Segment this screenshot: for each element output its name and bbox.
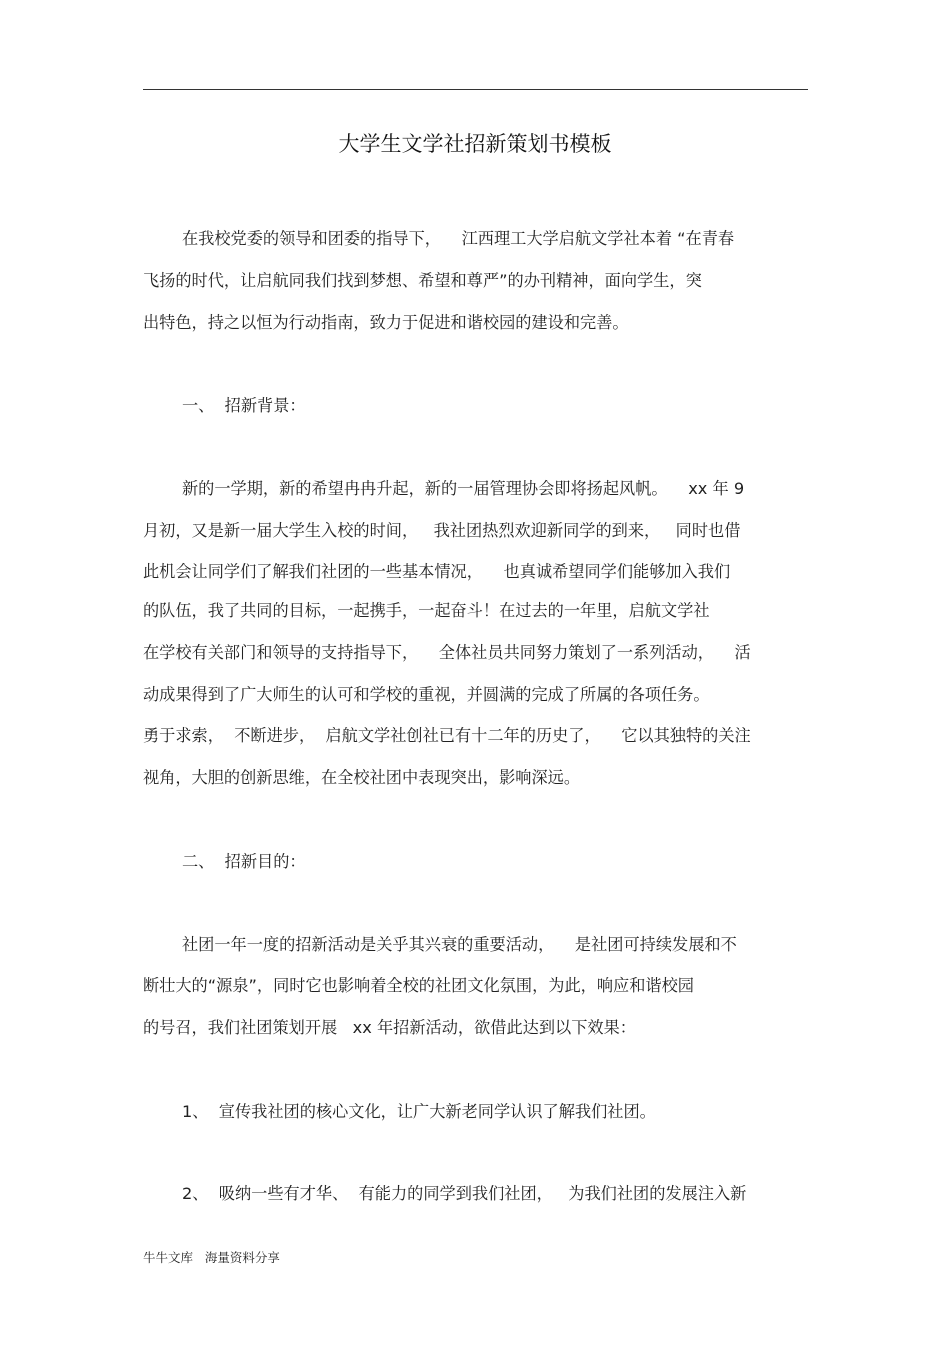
body-line: 的号召，我们社团策划开展 xx 年招新活动，欲借此达到以下效果： bbox=[143, 1018, 636, 1037]
body-line: 一、 招新背景： bbox=[182, 396, 306, 415]
body-line: 的队伍，我了共同的目标，一起携手，一起奋斗！在过去的一年里，启航文学社 bbox=[143, 601, 710, 620]
body-line: 社团一年一度的招新活动是关乎其兴衰的重要活动， 是社团可持续发展和不 bbox=[182, 935, 737, 954]
body-line: 视角，大胆的创新思维，在全校社团中表现突出，影响深远。 bbox=[143, 768, 581, 787]
body-line: 在我校党委的领导和团委的指导下， 江西理工大学启航文学社本着 “在青春 bbox=[182, 229, 735, 248]
body-line: 出特色，持之以恒为行动指南，致力于促进和谐校园的建设和完善。 bbox=[143, 313, 629, 332]
body-line: 动成果得到了广大师生的认可和学校的重视，并圆满的完成了所属的各项任务。 bbox=[143, 685, 710, 704]
body-line: 新的一学期，新的希望冉冉升起，新的一届管理协会即将扬起风帆。 xx 年 9 bbox=[182, 479, 745, 498]
footer-text: 牛牛文库 海量资料分享 bbox=[143, 1250, 280, 1265]
body-line: 飞扬的时代，让启航同我们找到梦想、希望和尊严”的办刊精神，面向学生，突 bbox=[143, 271, 702, 290]
body-line: 此机会让同学们了解我们社团的一些基本情况， 也真诚希望同学们能够加入我们 bbox=[143, 562, 731, 581]
body-line: 二、 招新目的： bbox=[182, 852, 306, 871]
body-line: 断壮大的“源泉”，同时它也影响着全校的社团文化氛围，为此，响应和谐校园 bbox=[143, 976, 694, 995]
body-line: 1、 宣传我社团的核心文化，让广大新老同学认识了解我们社团。 bbox=[182, 1102, 656, 1121]
document-title: 大学生文学社招新策划书模板 bbox=[338, 132, 612, 156]
header-rule bbox=[143, 89, 808, 90]
body-line: 2、 吸纳一些有才华、 有能力的同学到我们社团， 为我们社团的发展注入新 bbox=[182, 1184, 747, 1203]
body-line: 勇于求索， 不断进步， 启航文学社创社已有十二年的历史了， 它以其独特的关注 bbox=[143, 726, 751, 745]
body-line: 月初，又是新一届大学生入校的时间， 我社团热烈欢迎新同学的到来， 同时也借 bbox=[143, 521, 741, 540]
body-line: 在学校有关部门和领导的支持指导下， 全体社员共同努力策划了一系列活动， 活 bbox=[143, 643, 751, 662]
